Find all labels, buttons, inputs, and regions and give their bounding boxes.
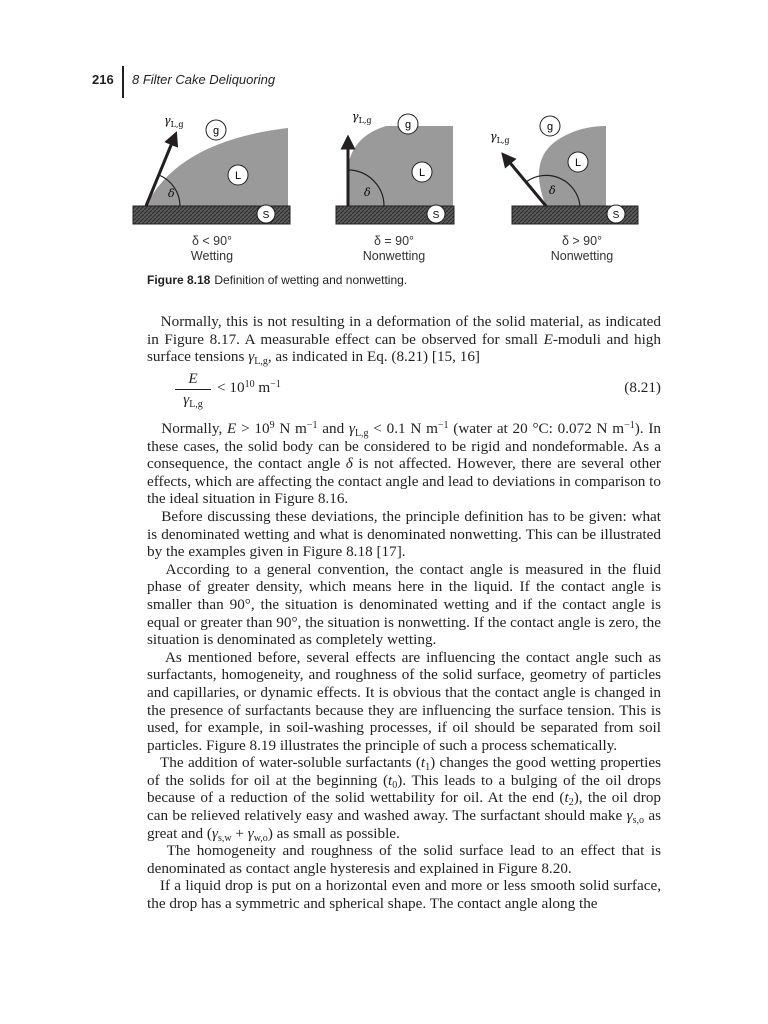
equation-8-21 xyxy=(147,370,661,414)
paragraph-2: Normally, $E > 10^9$ N $m^{-1}$ and $\gamma_{L,g} < 0.1$ N $m^{-1}$ (water at 20 °C: 0.072 N $m^{-1}$). In these cases, the solid body can be considered to be rigid and nondeformable. As a consequence, the contact angle δ is not affected. However, there are several other effects, which are affecting the contact angle and lead to deviations in comparison to the ideal situation in Figure 8.16. xyxy=(147,420,661,508)
body-text-top xyxy=(147,313,661,366)
page-number: 216 xyxy=(92,72,114,87)
panel-caption-3 xyxy=(512,234,652,264)
panel-caption-1 xyxy=(142,234,282,264)
running-header xyxy=(0,66,768,106)
gas-label-3: g xyxy=(546,121,554,133)
paragraph-3: Before discussing these deviations, the principle definition has to be given: what is denominated wetting and what is denominated nonwetting. This can be illustrated by the examples given in Figure 8.18 [17]. xyxy=(147,507,661,561)
solid-label-2: S xyxy=(432,210,440,221)
solid-label-3: S xyxy=(612,210,620,221)
panel-ninety xyxy=(336,110,454,224)
body-text-main xyxy=(147,420,661,913)
gas-label-1: g xyxy=(212,125,220,137)
liquid-label-3: L xyxy=(574,157,582,169)
panel-obtuse xyxy=(490,116,638,224)
solid-label-1: S xyxy=(262,210,270,221)
header-divider xyxy=(122,66,124,98)
equation-numerator: E xyxy=(188,370,198,387)
figure-8-18 xyxy=(128,106,648,266)
angle-label-3: δ xyxy=(549,184,556,197)
paragraph-1: Normally, this is not resulting in a deformation of the solid material, as indicated in Figure 8.17. A measurable effect can be observed for small E-moduli and high surface tensions $\gamma_{L,g}$, as indicated in Eq. (8.21) [15, 16] xyxy=(147,313,661,368)
liquid-label-1: L xyxy=(234,170,242,182)
panel-caption-2 xyxy=(324,234,464,264)
gas-label-2: g xyxy=(404,119,412,131)
panel-condition-1: δ < 90° xyxy=(191,234,233,248)
equation-number: (8.21) xyxy=(624,379,661,396)
equation-rhs: < $10^{10}$ $m^{-1}$ xyxy=(217,379,281,396)
paragraph-4: According to a general convention, the contact angle is measured in the fluid phase of greater density, which means here in the liquid. If the contact angle is smaller than 90°, the situation is denominated wetting and if the contact angle is equal or greater than 90°, the situation is nonwetting. If the contact angle is zero, the situation is denominated as completely wetting. xyxy=(147,560,661,649)
paragraph-6: The addition of water-soluble surfactants $(t_1)$ changes the good wetting properties of the solids for oil at the beginning $(t_0)$. This leads to a bulging of the oil drops because of a reduction of the solid wettability for oil. At the end $(t_2)$, the oil drop can be relieved relatively easy and washed away. The surfactant should make $\gamma_{s,o}$ as great and $(\gamma_{s,w} + \gamma_{w,o})$ as small as possible. xyxy=(147,754,662,844)
gamma-label-3: $\gamma_{L,g}$ xyxy=(490,130,510,145)
liquid-label-2: L xyxy=(418,167,426,179)
panel-wetting xyxy=(133,114,290,224)
gamma-label-1: $\gamma_{L,g}$ xyxy=(164,114,184,129)
figure-caption xyxy=(147,273,407,287)
angle-label-1: δ xyxy=(168,187,175,200)
paragraph-7: The homogeneity and roughness of the solid surface lead to an effect that is denominated as contact angle hysteresis and explained in Figure 8.20. xyxy=(147,842,661,877)
figure-caption-text: Definition of wetting and nonwetting. xyxy=(214,273,408,287)
gamma-label-2: $\gamma_{L,g}$ xyxy=(352,110,372,125)
fraction-bar xyxy=(175,389,211,390)
panel-condition-3: δ > 90° xyxy=(561,234,603,248)
panel-label-3: Nonwetting xyxy=(550,249,614,263)
panel-label-1: Wetting xyxy=(190,249,234,263)
panel-condition-2: δ = 90° xyxy=(373,234,415,248)
angle-label-2: δ xyxy=(364,186,371,199)
panel-label-2: Nonwetting xyxy=(362,249,426,263)
equation-fraction xyxy=(175,370,211,409)
paragraph-5: As mentioned before, several effects are influencing the contact angle such as surfactants, homogeneity, and roughness of the solid surface, geometry of particles and capillaries, or dynamic effects. It is obvious that the contact angle is changed in the presence of surfactants because they are influencing the surface tension. This is used, for example, in soil-washing processes, if oil should be separated from soil particles. Figure 8.19 illustrates the principle of such a process schematically. xyxy=(147,648,661,754)
figure-number: Figure 8.18 xyxy=(147,273,211,287)
equation-denominator: $\gamma_{L,g}$ xyxy=(183,391,203,410)
paragraph-8: If a liquid drop is put on a horizontal even and more or less smooth solid surface, the drop has a symmetric and spherical shape. The contact angle along the xyxy=(147,877,661,913)
running-title: 8 Filter Cake Deliquoring xyxy=(132,72,276,87)
